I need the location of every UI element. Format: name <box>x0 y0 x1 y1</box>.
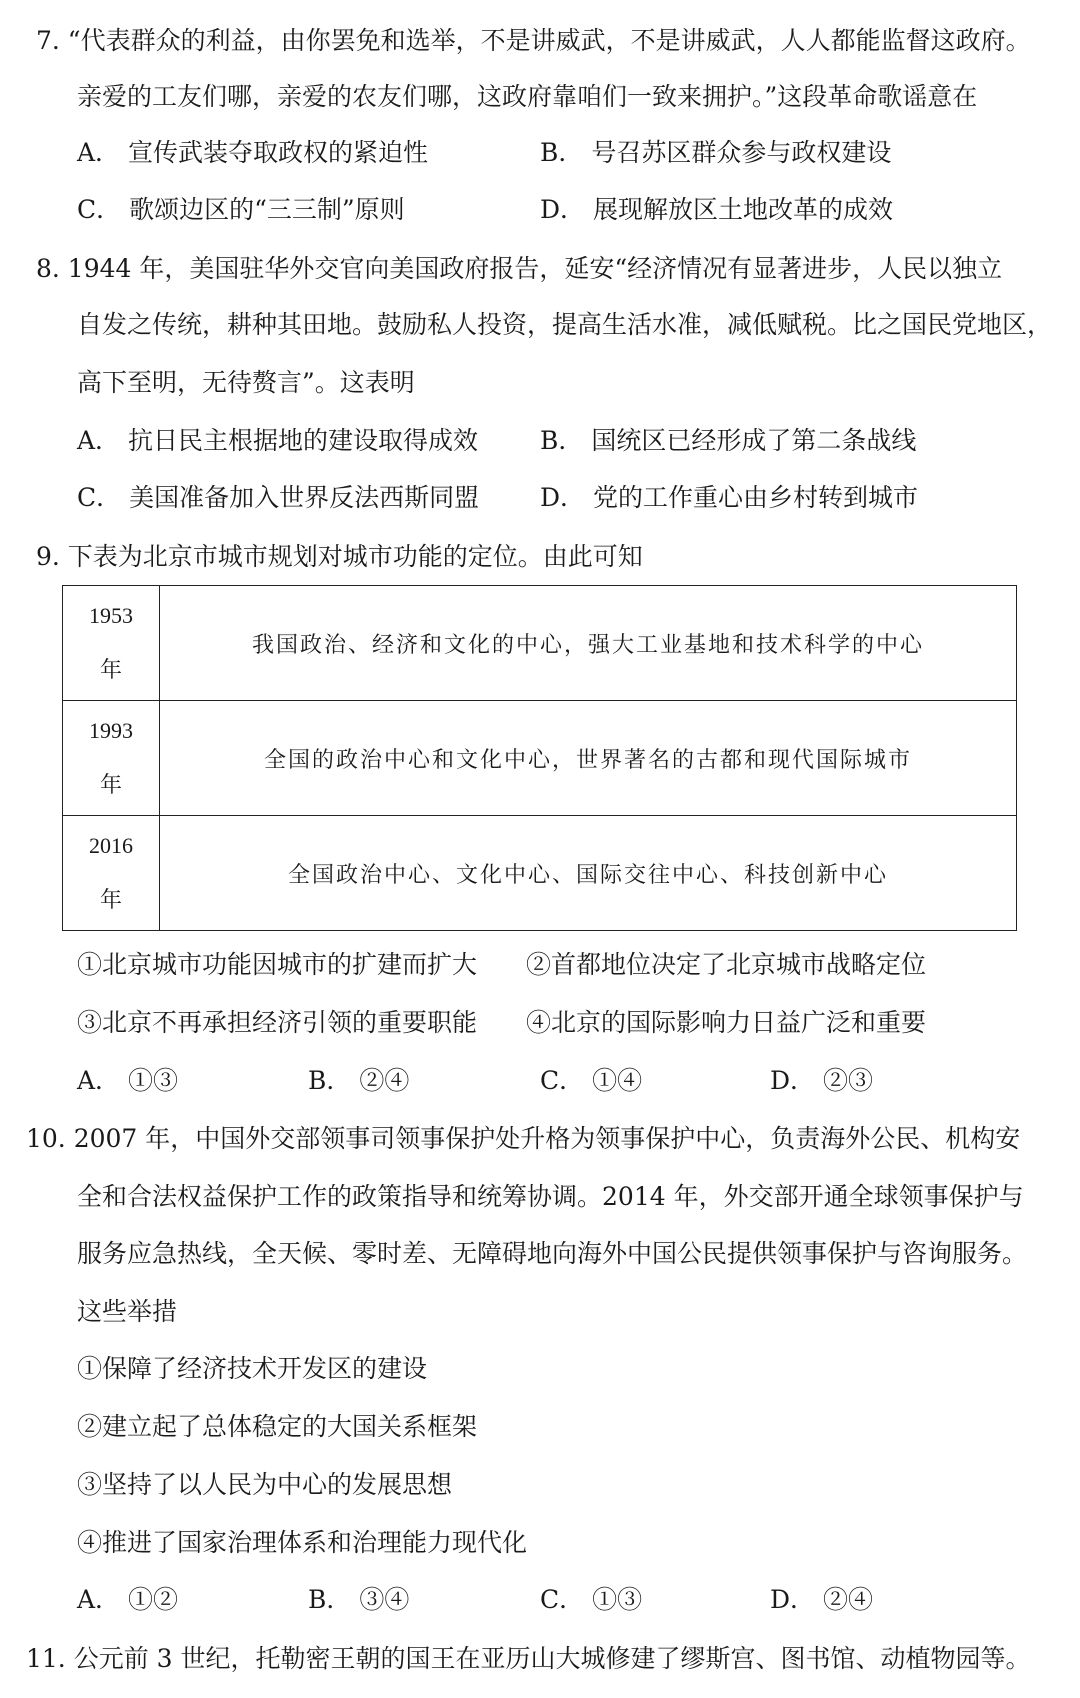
beijing-plan-table <box>62 585 1017 931</box>
q7-option-c: C． 歌颂边区的“三三制”原则 <box>77 195 405 224</box>
q10-stem-line-3: 服务应急热线，全天候、零时差、无障碍地向海外中国公民提供领事保护与咨询服务。 <box>77 1239 1028 1268</box>
q10-statement-3: ③坚持了以人民为中心的发展思想 <box>77 1470 453 1499</box>
q10-option-c: C． ①③ <box>540 1585 643 1614</box>
q10-statement-4: ④推进了国家治理体系和治理能力现代化 <box>77 1528 528 1557</box>
table-row <box>63 816 1017 931</box>
q8-option-c: C． 美国准备加入世界反法西斯同盟 <box>77 483 480 512</box>
year-unit: 年 <box>99 657 122 682</box>
q9-statement-2: ②首都地位决定了北京城市战略定位 <box>526 950 927 979</box>
year-value: 1953 <box>89 603 133 628</box>
q9-option-c: C． ①④ <box>540 1066 643 1095</box>
q10-option-b: B． ③④ <box>308 1585 410 1614</box>
year-cell <box>63 586 160 701</box>
description-cell: 全国政治中心、文化中心、国际交往中心、科技创新中心 <box>160 816 1017 931</box>
q7-stem-line-2: 亲爱的工友们哪，亲爱的农友们哪，这政府靠咱们一致来拥护。”这段革命歌谣意在 <box>77 82 978 111</box>
q11-stem-line-1: 11. 公元前 3 世纪，托勒密王朝的国王在亚历山大城修建了缪斯宫、图书馆、动植物园等。 <box>26 1644 1031 1673</box>
q9-option-d: D． ②③ <box>770 1066 873 1095</box>
q7-stem-line-1: 7. “代表群众的利益，由你罢免和选举，不是讲威武，不是讲威武，人人都能监督这政府。 <box>36 26 1031 55</box>
description-cell: 全国的政治中心和文化中心，世界著名的古都和现代国际城市 <box>160 701 1017 816</box>
q10-stem-line-2: 全和合法权益保护工作的政策指导和统筹协调。2014 年，外交部开通全球领事保护与 <box>77 1182 1024 1211</box>
q8-option-d: D． 党的工作重心由乡村转到城市 <box>540 483 918 512</box>
q9-statement-3: ③北京不再承担经济引领的重要职能 <box>77 1008 478 1037</box>
q9-option-b: B． ②④ <box>308 1066 410 1095</box>
q9-statement-4: ④北京的国际影响力日益广泛和重要 <box>526 1008 927 1037</box>
q8-stem-line-1: 8. 1944 年，美国驻华外交官向美国政府报告，延安“经济情况有显著进步，人民以独立 <box>36 254 1003 283</box>
table-row <box>63 701 1017 816</box>
year-value: 2016 <box>89 833 133 858</box>
year-unit: 年 <box>99 772 122 797</box>
q9-stem-line-1: 9. 下表为北京市城市规划对城市功能的定位。由此可知 <box>36 542 643 571</box>
q10-stem-line-1: 10. 2007 年，中国外交部领事司领事保护处升格为领事保护中心，负责海外公民、机构安 <box>26 1124 1021 1153</box>
q9-option-a: A． ①③ <box>77 1066 179 1095</box>
year-value: 1993 <box>89 718 133 743</box>
table-row <box>63 586 1017 701</box>
q10-stem-line-4: 这些举措 <box>77 1297 178 1326</box>
q8-stem-line-2: 自发之传统，耕种其田地。鼓励私人投资，提高生活水准，减低赋税。比之国民党地区， <box>77 310 1053 339</box>
q10-statement-1: ①保障了经济技术开发区的建设 <box>77 1354 428 1383</box>
description-cell: 我国政治、经济和文化的中心，强大工业基地和技术科学的中心 <box>160 586 1017 701</box>
q9-statement-1: ①北京城市功能因城市的扩建而扩大 <box>77 950 478 979</box>
year-cell <box>63 701 160 816</box>
q7-option-d: D． 展现解放区土地改革的成效 <box>540 195 893 224</box>
q7-option-b: B． 号召苏区群众参与政权建设 <box>540 138 892 167</box>
q8-option-a: A． 抗日民主根据地的建设取得成效 <box>77 426 479 455</box>
q10-statement-2: ②建立起了总体稳定的大国关系框架 <box>77 1412 478 1441</box>
q7-option-a: A． 宣传武装夺取政权的紧迫性 <box>77 138 429 167</box>
year-unit: 年 <box>99 887 122 912</box>
q10-option-a: A． ①② <box>77 1585 179 1614</box>
year-cell <box>63 816 160 931</box>
q10-option-d: D． ②④ <box>770 1585 873 1614</box>
q8-option-b: B． 国统区已经形成了第二条战线 <box>540 426 917 455</box>
q8-stem-line-3: 高下至明，无待赘言”。这表明 <box>77 368 415 397</box>
